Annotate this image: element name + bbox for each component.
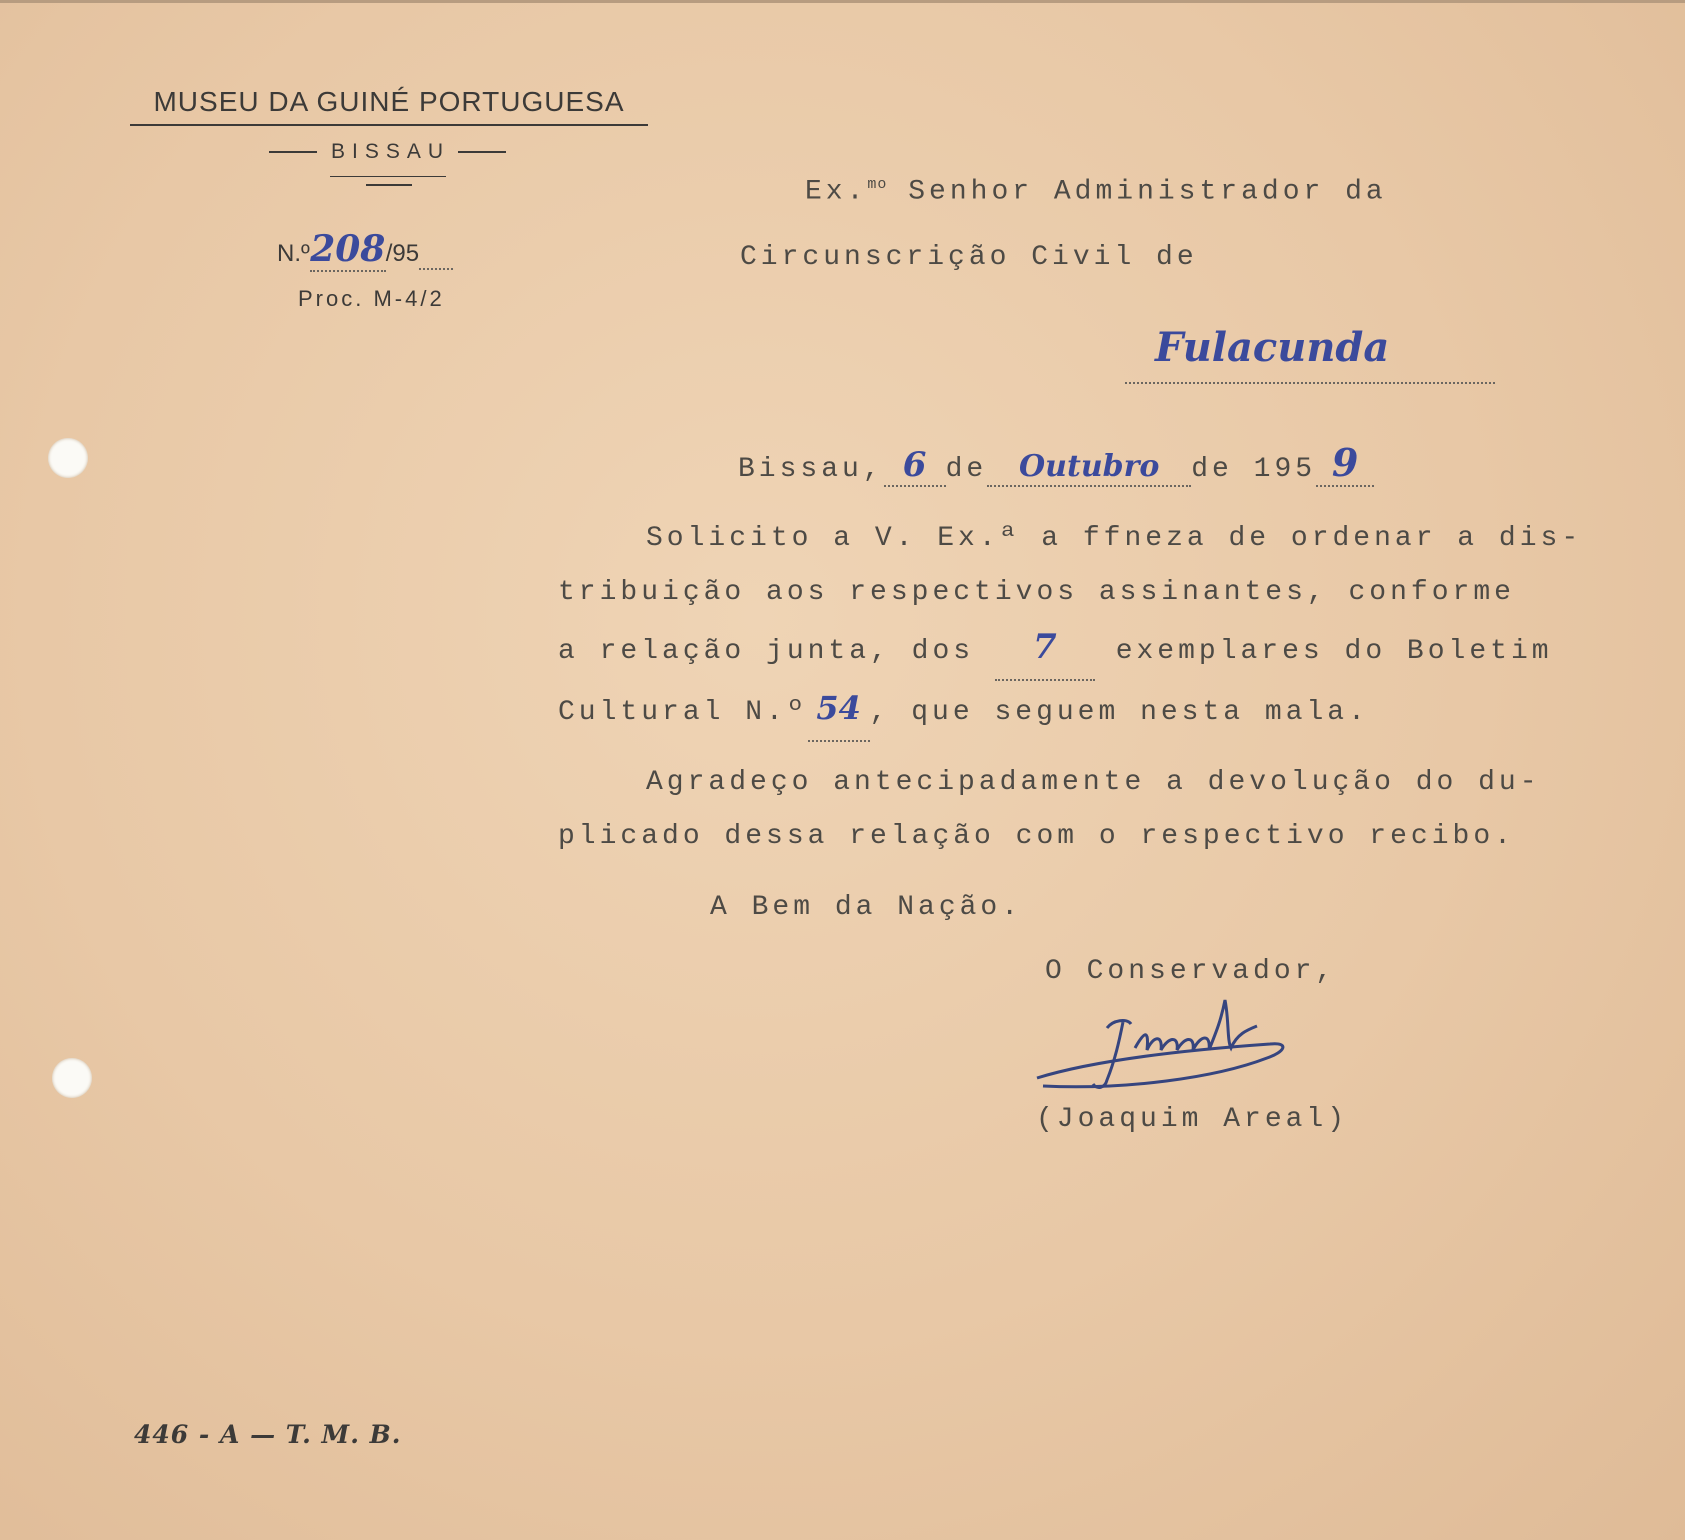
addressee-line-2: Circunscrição Civil de (740, 242, 1198, 273)
punch-hole-upper (48, 438, 88, 478)
organization-name: MUSEU DA GUINÉ PORTUGUESA (153, 86, 625, 117)
ornament-rule (330, 176, 446, 177)
number-suffix-fill (419, 240, 453, 270)
dash-left (269, 151, 317, 153)
ornament-rule-short (366, 184, 412, 186)
number-handwritten: 208 (310, 228, 386, 270)
print-code: 446 - A — T. M. B. (134, 1420, 402, 1449)
signature-mark (1035, 990, 1335, 1120)
body-text-segment: Cultural N.º (558, 697, 808, 728)
honorific-superscript: mo (867, 176, 888, 193)
year-fill (1316, 440, 1374, 487)
year-prefix: 195 (1253, 454, 1317, 485)
top-edge (0, 0, 1685, 3)
signer-title: O Conservador, (1045, 956, 1337, 987)
number-fill (310, 228, 386, 272)
letterhead-rule (130, 124, 648, 126)
body-line: plicado dessa relação com o respectivo recibo. (558, 821, 1515, 852)
date-city: Bissau, (738, 454, 884, 485)
day-fill (884, 445, 946, 487)
letterhead-city: BISSAU (330, 140, 451, 163)
bulletin-number-handwritten: 54 (816, 689, 861, 727)
addressee-title: Senhor Administrador da (887, 176, 1387, 208)
dash-right (458, 151, 506, 153)
place-handwritten: Fulacunda (1155, 324, 1390, 371)
date-line (738, 440, 1374, 487)
month-fill (987, 449, 1191, 487)
body-text-segment: , que seguem nesta mala. (869, 697, 1369, 728)
number-prefix: N.º (277, 240, 310, 267)
place-fill-line (1125, 320, 1495, 384)
day-handwritten: 6 (902, 445, 927, 485)
body-line: Agradeço antecipadamente a devolução do du- (646, 767, 1541, 798)
date-de-2: de (1191, 454, 1233, 485)
month-handwritten: Outubro (1019, 449, 1160, 484)
copies-fill (995, 620, 1095, 681)
copies-handwritten: 7 (1033, 627, 1057, 667)
number-suffix: /95 (385, 240, 420, 267)
reference-number (277, 228, 453, 272)
addressee-line-1 (805, 176, 1387, 207)
process-reference: Proc. M-4/2 (298, 286, 445, 311)
letterhead-city-row (255, 140, 520, 164)
body-line (558, 620, 1553, 681)
body-text-segment: exemplares do Boletim (1115, 636, 1553, 667)
body-line: tribuição aos respectivos assinantes, conforme (558, 577, 1515, 608)
year-digit-handwritten: 9 (1331, 440, 1359, 485)
honorific-prefix: Ex. (805, 176, 868, 208)
signer-name: (Joaquim Areal) (1036, 1104, 1349, 1135)
body-line: Solicito a V. Ex.ª a ffneza de ordenar a dis- (646, 523, 1583, 554)
punch-hole-lower (52, 1058, 92, 1098)
body-line (558, 681, 1508, 742)
closing-phrase: A Bem da Nação. (710, 892, 1023, 923)
letter-body (558, 512, 1583, 864)
date-de-1: de (945, 454, 988, 485)
body-text-segment: a relação junta, dos (558, 636, 975, 667)
bulletin-number-fill (808, 681, 870, 742)
